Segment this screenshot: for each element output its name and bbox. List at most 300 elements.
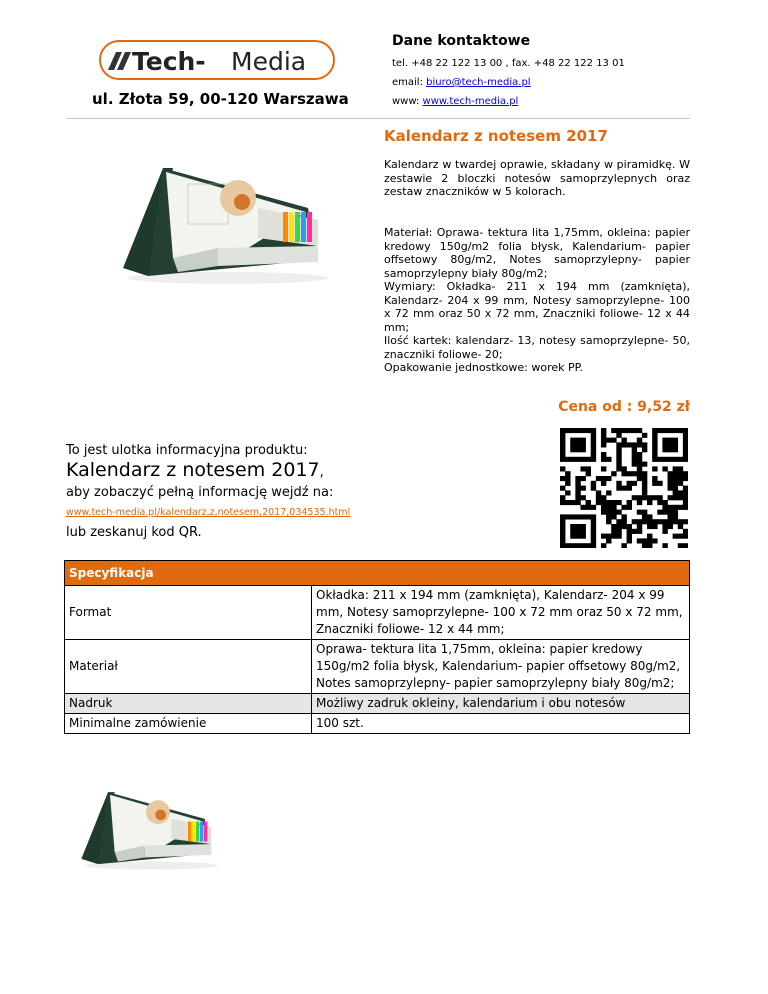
- qr-module: [668, 495, 673, 500]
- detail-line: Ilość kartek: kalendarz- 13, notesy samoprzylepne- 50, znaczniki foliowe- 20;: [384, 334, 690, 361]
- product-photo: [118, 148, 328, 288]
- qr-module: [632, 481, 637, 486]
- qr-module: [601, 476, 606, 481]
- qr-module: [627, 500, 632, 505]
- qr-module: [591, 452, 596, 457]
- product-url-link[interactable]: www.tech-media.pl/kalendarz,z,notesem,2017,034535.html: [66, 507, 351, 518]
- qr-module: [662, 510, 667, 515]
- table-row: [65, 586, 690, 640]
- qr-module: [647, 543, 652, 548]
- qr-module: [683, 438, 688, 443]
- qr-module: [662, 543, 667, 548]
- qr-module: [565, 490, 570, 495]
- table-row: [65, 694, 690, 714]
- qr-module: [616, 481, 621, 486]
- qr-module: [616, 534, 621, 539]
- qr-module: [560, 534, 565, 539]
- qr-module: [580, 457, 585, 462]
- qr-module: [606, 490, 611, 495]
- qr-module: [586, 466, 591, 471]
- qr-module: [560, 452, 565, 457]
- qr-module: [606, 510, 611, 515]
- qr-module: [570, 428, 575, 433]
- qr-module: [627, 428, 632, 433]
- qr-module: [601, 433, 606, 438]
- qr-module: [591, 524, 596, 529]
- qr-module: [565, 481, 570, 486]
- qr-module: [657, 457, 662, 462]
- qr-module: [606, 500, 611, 505]
- qr-module: [668, 514, 673, 519]
- qr-module: [580, 466, 585, 471]
- qr-module: [683, 529, 688, 534]
- qr-module: [673, 514, 678, 519]
- header-divider: [66, 118, 690, 119]
- qr-module: [611, 500, 616, 505]
- qr-module: [596, 495, 601, 500]
- qr-module: [560, 457, 565, 462]
- description-text: Kalendarz w twardej oprawie, składany w piramidkę. W zestawie 2 bloczki notesów samoprzylepnych oraz zestaw znaczników w 5 kolorach.: [384, 158, 690, 198]
- qr-module: [591, 438, 596, 443]
- qr-module: [575, 438, 580, 443]
- qr-module: [616, 442, 621, 447]
- qr-module: [580, 428, 585, 433]
- qr-module: [673, 505, 678, 510]
- qr-module: [591, 447, 596, 452]
- qr-module: [683, 500, 688, 505]
- qr-module: [560, 514, 565, 519]
- qr-module: [668, 510, 673, 515]
- qr-module: [637, 466, 642, 471]
- tech-media-logo: [98, 38, 338, 82]
- qr-module: [575, 447, 580, 452]
- qr-module: [601, 466, 606, 471]
- qr-module: [591, 442, 596, 447]
- qr-module: [647, 500, 652, 505]
- qr-module: [627, 442, 632, 447]
- qr-module: [673, 510, 678, 515]
- qr-module: [560, 476, 565, 481]
- qr-module: [637, 476, 642, 481]
- qr-module: [606, 457, 611, 462]
- qr-module: [683, 486, 688, 491]
- qr-module: [575, 481, 580, 486]
- www-link[interactable]: www.tech-media.pl: [422, 96, 519, 107]
- qr-module: [637, 438, 642, 443]
- qr-module: [627, 529, 632, 534]
- qr-module: [616, 462, 621, 467]
- qr-module: [652, 452, 657, 457]
- qr-module: [668, 476, 673, 481]
- info-product-name-text: Kalendarz z notesem 2017: [66, 459, 320, 481]
- qr-module: [662, 500, 667, 505]
- qr-module: [683, 471, 688, 476]
- qr-module: [683, 428, 688, 433]
- qr-module: [678, 505, 683, 510]
- qr-module: [591, 428, 596, 433]
- qr-module: [616, 428, 621, 433]
- qr-module: [673, 438, 678, 443]
- qr-module: [662, 529, 667, 534]
- price: Cena od : 9,52 zł: [558, 399, 690, 415]
- qr-module: [637, 524, 642, 529]
- detail-line: Materiał: Oprawa- tektura lita 1,75mm, okleina: papier kredowy 150g/m2 folia błysk, Kalendarium- papier offsetowy 80g/m2, Notes samoprzylepny- papier samoprzylepny biały 80g/m2;: [384, 226, 690, 280]
- qr-module: [652, 538, 657, 543]
- qr-module: [652, 447, 657, 452]
- qr-module: [647, 519, 652, 524]
- qr-module: [683, 543, 688, 548]
- qr-module: [586, 457, 591, 462]
- qr-module: [586, 514, 591, 519]
- qr-module: [621, 438, 626, 443]
- info-line-2: aby zobaczyć pełną informację wejdź na:: [66, 485, 334, 500]
- qr-module: [621, 543, 626, 548]
- qr-module: [683, 433, 688, 438]
- company-address: ul. Złota 59, 00-120 Warszawa: [92, 90, 349, 108]
- qr-module: [591, 505, 596, 510]
- qr-module: [565, 543, 570, 548]
- spec-key: Format: [65, 586, 312, 640]
- qr-module: [591, 529, 596, 534]
- qr-module: [657, 481, 662, 486]
- qr-module: [560, 500, 565, 505]
- qr-module: [621, 471, 626, 476]
- qr-module: [575, 457, 580, 462]
- qr-module: [662, 524, 667, 529]
- qr-module: [673, 519, 678, 524]
- qr-module: [657, 495, 662, 500]
- qr-module: [657, 519, 662, 524]
- qr-module: [662, 438, 667, 443]
- qr-module: [652, 457, 657, 462]
- qr-module: [647, 534, 652, 539]
- qr-module: [678, 466, 683, 471]
- product-details: [384, 226, 690, 375]
- qr-module: [642, 486, 647, 491]
- qr-module: [647, 524, 652, 529]
- qr-module: [565, 428, 570, 433]
- qr-module: [616, 452, 621, 457]
- qr-module: [668, 457, 673, 462]
- email-line: [392, 77, 531, 88]
- qr-module: [652, 428, 657, 433]
- qr-module: [632, 495, 637, 500]
- qr-module: [632, 442, 637, 447]
- qr-module: [606, 476, 611, 481]
- qr-module: [662, 457, 667, 462]
- qr-module: [611, 529, 616, 534]
- qr-module: [591, 457, 596, 462]
- email-link[interactable]: biuro@tech-media.pl: [426, 77, 531, 88]
- qr-module: [575, 486, 580, 491]
- qr-module: [657, 500, 662, 505]
- qr-module: [642, 442, 647, 447]
- qr-module: [560, 495, 565, 500]
- qr-module: [627, 481, 632, 486]
- qr-module: [673, 476, 678, 481]
- product-title: Kalendarz z notesem 2017: [384, 127, 608, 145]
- qr-module: [637, 452, 642, 457]
- qr-module: [632, 529, 637, 534]
- spec-key: Nadruk: [65, 694, 312, 714]
- qr-module: [683, 490, 688, 495]
- qr-module: [637, 500, 642, 505]
- qr-module: [673, 486, 678, 491]
- qr-module: [591, 519, 596, 524]
- qr-module: [627, 486, 632, 491]
- qr-module: [662, 428, 667, 433]
- qr-module: [683, 476, 688, 481]
- phone-line: tel. +48 22 122 13 00 , fax. +48 22 122 13 01: [392, 58, 625, 69]
- qr-module: [580, 505, 585, 510]
- qr-module: [637, 462, 642, 467]
- qr-module: [601, 442, 606, 447]
- qr-module: [616, 457, 621, 462]
- qr-module: [580, 534, 585, 539]
- qr-module: [560, 538, 565, 543]
- qr-module: [591, 514, 596, 519]
- qr-module: [673, 490, 678, 495]
- qr-module: [601, 438, 606, 443]
- qr-module: [627, 534, 632, 539]
- qr-module: [570, 457, 575, 462]
- qr-module: [621, 486, 626, 491]
- qr-module: [611, 471, 616, 476]
- qr-module: [662, 466, 667, 471]
- spec-table: [64, 560, 690, 734]
- qr-module: [652, 524, 657, 529]
- qr-module: [673, 481, 678, 486]
- qr-module: [678, 457, 683, 462]
- qr-module: [632, 519, 637, 524]
- spec-value: Oprawa- tektura lita 1,75mm, okleina: papier kredowy 150g/m2 folia błysk, Kalendarium- papier offsetowy 80g/m2, Notes samoprzylepny- papier samoprzylepny biały 80g/m2;: [312, 640, 690, 694]
- qr-module: [621, 519, 626, 524]
- qr-module: [668, 442, 673, 447]
- qr-module: [652, 466, 657, 471]
- qr-module: [616, 447, 621, 452]
- detail-line: Opakowanie jednostkowe: worek PP.: [384, 361, 584, 374]
- qr-module: [606, 538, 611, 543]
- qr-module: [632, 471, 637, 476]
- qr-module: [596, 490, 601, 495]
- qr-module: [642, 514, 647, 519]
- qr-module: [673, 495, 678, 500]
- contact-title: Dane kontaktowe: [392, 33, 531, 49]
- qr-module: [580, 476, 585, 481]
- qr-module: [678, 534, 683, 539]
- qr-module: [621, 442, 626, 447]
- detail-line: Wymiary: Okładka- 211 x 194 mm (zamknięta), Kalendarz- 204 x 99 mm, Notesy samoprzylepne- 100 x 72 mm oraz 50 x 72 mm, Znaczniki foliowe- 12 x 44 mm;: [384, 280, 690, 334]
- qr-module: [637, 442, 642, 447]
- qr-module: [580, 514, 585, 519]
- qr-module: [601, 543, 606, 548]
- qr-module: [606, 505, 611, 510]
- qr-module: [575, 490, 580, 495]
- qr-module: [616, 433, 621, 438]
- qr-module: [642, 490, 647, 495]
- qr-module: [580, 442, 585, 447]
- qr-module: [668, 447, 673, 452]
- spec-key: Materiał: [65, 640, 312, 694]
- qr-module: [591, 543, 596, 548]
- spec-value: 100 szt.: [312, 714, 690, 734]
- qr-module: [575, 500, 580, 505]
- qr-module: [560, 524, 565, 529]
- qr-module: [673, 442, 678, 447]
- qr-module: [606, 534, 611, 539]
- www-label: www:: [392, 96, 423, 107]
- qr-module: [678, 476, 683, 481]
- qr-module: [657, 510, 662, 515]
- qr-module: [683, 457, 688, 462]
- qr-module: [570, 447, 575, 452]
- qr-module: [668, 428, 673, 433]
- qr-module: [637, 495, 642, 500]
- qr-module: [580, 438, 585, 443]
- qr-module: [668, 471, 673, 476]
- qr-module: [683, 534, 688, 539]
- qr-module: [616, 486, 621, 491]
- qr-module: [560, 466, 565, 471]
- qr-module: [642, 462, 647, 467]
- qr-module: [662, 505, 667, 510]
- qr-module: [601, 534, 606, 539]
- qr-module: [632, 457, 637, 462]
- qr-module: [616, 529, 621, 534]
- qr-module: [560, 428, 565, 433]
- qr-module: [575, 543, 580, 548]
- qr-module: [621, 505, 626, 510]
- qr-module: [642, 543, 647, 548]
- qr-module: [586, 505, 591, 510]
- qr-module: [668, 486, 673, 491]
- qr-module: [678, 428, 683, 433]
- www-line: [392, 96, 518, 107]
- qr-module: [575, 534, 580, 539]
- spec-value: Możliwy zadruk okleiny, kalendarium i obu notesów: [312, 694, 690, 714]
- qr-module: [637, 510, 642, 515]
- qr-module: [683, 452, 688, 457]
- qr-module: [678, 471, 683, 476]
- qr-module: [560, 433, 565, 438]
- qr-module: [673, 534, 678, 539]
- qr-module: [652, 476, 657, 481]
- qr-module: [611, 514, 616, 519]
- qr-module: [621, 466, 626, 471]
- spec-title: Specyfikacja: [65, 561, 690, 586]
- qr-module: [647, 514, 652, 519]
- qr-module: [565, 476, 570, 481]
- qr-module: [611, 524, 616, 529]
- qr-module: [606, 519, 611, 524]
- qr-module: [621, 524, 626, 529]
- qr-module: [616, 519, 621, 524]
- qr-module: [678, 490, 683, 495]
- qr-module: [652, 481, 657, 486]
- qr-module: [621, 514, 626, 519]
- qr-module: [662, 442, 667, 447]
- qr-module: [616, 510, 621, 515]
- qr-module: [642, 476, 647, 481]
- qr-code[interactable]: [560, 428, 688, 548]
- qr-module: [642, 481, 647, 486]
- qr-module: [627, 524, 632, 529]
- info-product-name: [66, 459, 324, 481]
- email-label: email:: [392, 77, 427, 88]
- qr-module: [637, 529, 642, 534]
- qr-module: [642, 510, 647, 515]
- qr-module: [586, 543, 591, 548]
- qr-module: [668, 505, 673, 510]
- qr-module: [575, 495, 580, 500]
- qr-module: [647, 538, 652, 543]
- qr-module: [678, 524, 683, 529]
- qr-module: [570, 500, 575, 505]
- qr-module: [560, 519, 565, 524]
- qr-module: [580, 447, 585, 452]
- qr-module: [642, 433, 647, 438]
- qr-module: [642, 519, 647, 524]
- qr-module: [683, 442, 688, 447]
- qr-module: [632, 447, 637, 452]
- spec-value: Okładka: 211 x 194 mm (zamknięta), Kalendarz- 204 x 99 mm, Notesy samoprzylepne- 100 x 72 mm oraz 50 x 72 mm, Znaczniki foliowe- 12 x 44 mm;: [312, 586, 690, 640]
- qr-module: [570, 524, 575, 529]
- qr-module: [683, 519, 688, 524]
- qr-module: [652, 495, 657, 500]
- spec-key: Minimalne zamówienie: [65, 714, 312, 734]
- qr-module: [683, 495, 688, 500]
- qr-module: [565, 514, 570, 519]
- qr-module: [596, 476, 601, 481]
- qr-module: [596, 500, 601, 505]
- qr-module: [560, 442, 565, 447]
- qr-module: [570, 543, 575, 548]
- qr-module: [678, 543, 683, 548]
- qr-module: [601, 428, 606, 433]
- qr-module: [560, 543, 565, 548]
- qr-module: [570, 529, 575, 534]
- qr-module: [616, 466, 621, 471]
- qr-module: [642, 471, 647, 476]
- qr-module: [575, 428, 580, 433]
- qr-module: [601, 452, 606, 457]
- qr-module: [637, 538, 642, 543]
- qr-module: [601, 481, 606, 486]
- qr-module: [632, 428, 637, 433]
- qr-module: [611, 534, 616, 539]
- qr-module: [673, 466, 678, 471]
- qr-module: [678, 481, 683, 486]
- qr-module: [627, 505, 632, 510]
- qr-module: [575, 442, 580, 447]
- qr-module: [637, 519, 642, 524]
- qr-module: [611, 428, 616, 433]
- qr-module: [570, 442, 575, 447]
- qr-module: [591, 486, 596, 491]
- qr-module: [632, 452, 637, 457]
- qr-module: [673, 428, 678, 433]
- qr-module: [668, 524, 673, 529]
- qr-module: [586, 428, 591, 433]
- qr-module: [668, 519, 673, 524]
- qr-module: [580, 524, 585, 529]
- qr-module: [678, 495, 683, 500]
- qr-module: [580, 529, 585, 534]
- qr-module: [591, 433, 596, 438]
- qr-module: [611, 438, 616, 443]
- qr-module: [580, 486, 585, 491]
- qr-module: [678, 519, 683, 524]
